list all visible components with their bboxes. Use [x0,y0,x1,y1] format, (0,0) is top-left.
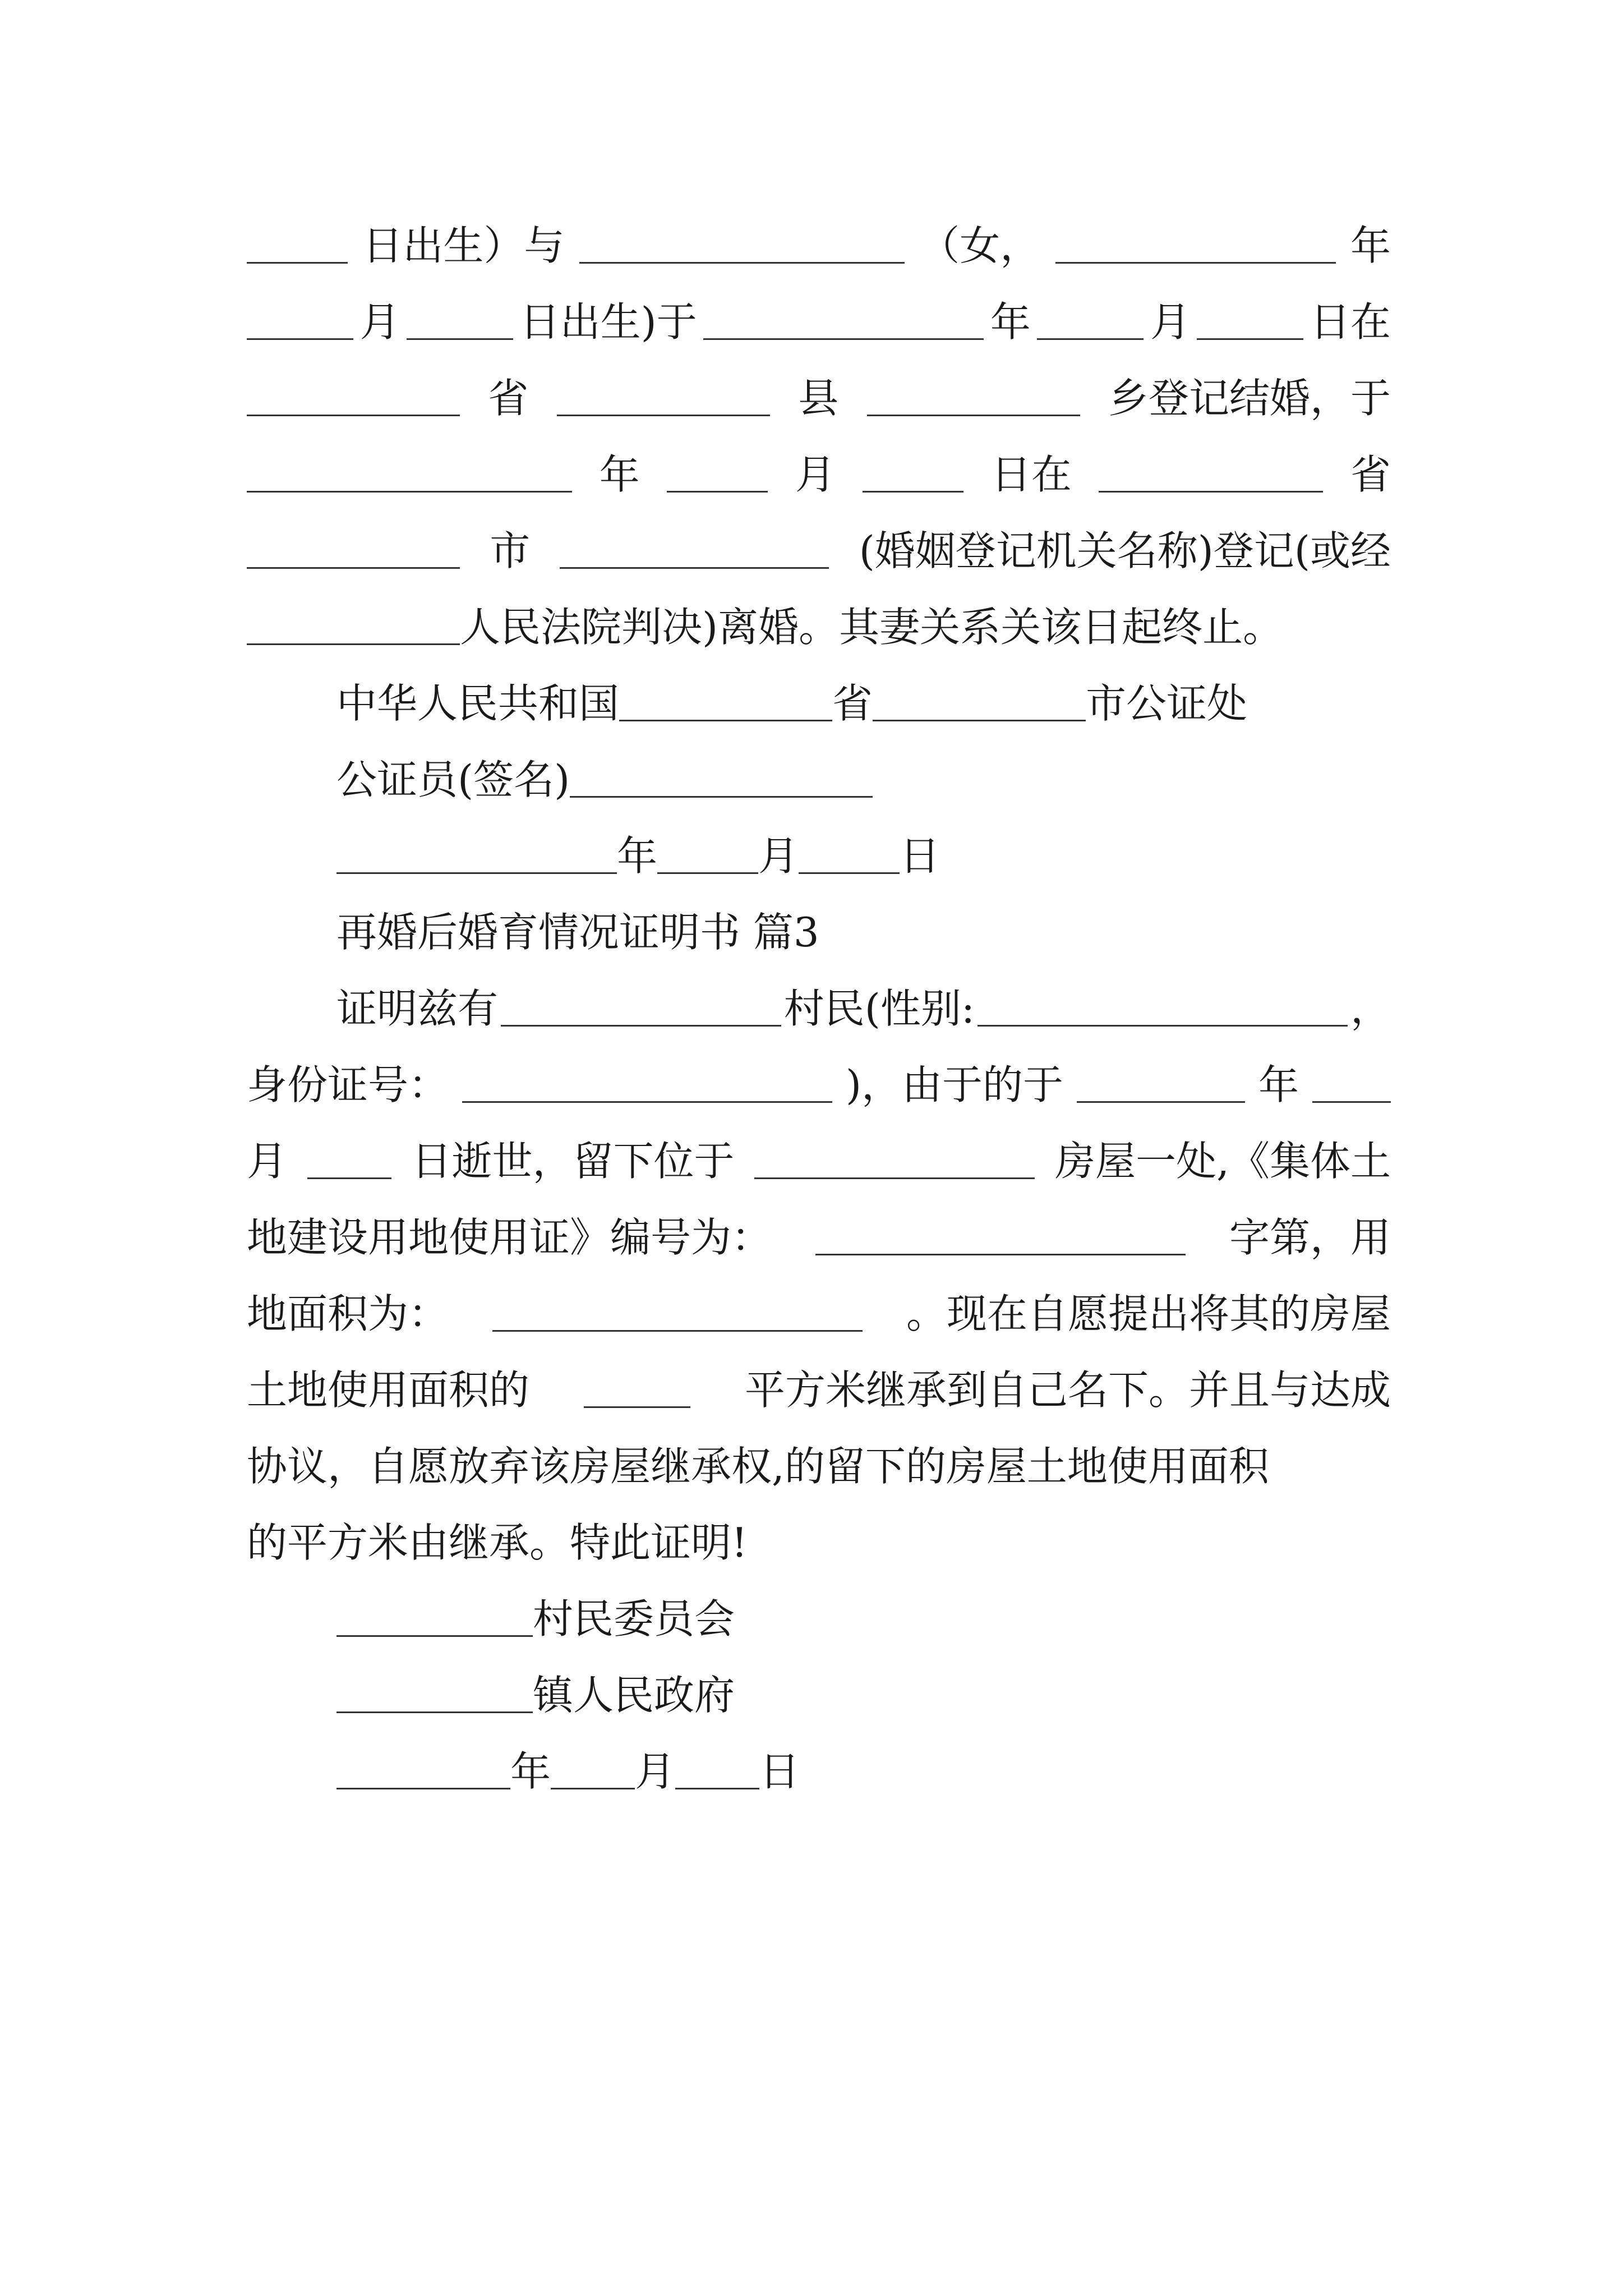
text-segment: 省 [488,375,529,422]
signature-line [336,1657,1391,1733]
text-segment: 公证员(签名) [336,756,570,803]
text-segment: 月 [795,451,836,498]
text-segment: 字第，用 [1229,1214,1391,1261]
blank-field [247,381,460,416]
text-line [247,208,1391,284]
blank-field [657,839,758,874]
date-line [336,1733,1391,1810]
blank-field [551,1754,635,1789]
text-line [247,1504,1391,1581]
text-segment: 再婚后婚育情况证明书 篇3 [336,909,819,956]
blank-field [754,1144,1035,1179]
blank-field [501,991,781,1027]
text-segment: 协议，自愿放弃该房屋继承权,的留下的房屋土地使用面积 [247,1443,1269,1490]
blank-field [815,1220,1186,1255]
blank-field [619,686,832,721]
text-line [247,1199,1391,1276]
text-segment: 人民法院判决)离婚。其妻关系关该日起终止。 [460,604,1284,651]
blank-field [560,533,829,569]
section-heading [336,894,1391,970]
blank-field [247,457,572,493]
text-segment: 年 [1258,1061,1299,1108]
text-segment: 县 [798,375,839,422]
text-line [247,1428,1391,1504]
text-line [247,1047,1391,1123]
blank-field [584,1373,690,1408]
text-segment: 市 [490,527,531,574]
blank-field [247,228,348,264]
text-segment: 日出生）与 [362,222,565,269]
text-segment: 省 [832,680,873,727]
text-line [336,970,1391,1047]
blank-field [307,1144,391,1179]
blank-field [703,305,984,340]
text-segment: 市公证处 [1086,680,1248,727]
text-segment: (婚姻登记机关名称)登记(或经 [859,527,1391,574]
blank-field [1197,305,1303,340]
blank-field [336,1602,533,1637]
blank-field [675,1754,759,1789]
text-line [247,1276,1391,1352]
text-segment: 平方米继承到自己名下。并且与达成 [744,1366,1391,1414]
text-line [336,818,1391,894]
text-line [247,436,1391,513]
text-segment: 村民委员会 [533,1595,735,1642]
text-segment: 年 [990,298,1031,346]
blank-field [462,1068,832,1103]
blank-field [667,457,768,493]
text-segment: )，由于的于 [845,1061,1064,1108]
blank-field [799,839,900,874]
text-line [247,1352,1391,1428]
text-segment: （女， [919,222,1041,269]
text-segment: 日出生)于 [519,298,697,346]
text-segment: 房屋一处,《集体土 [1055,1138,1391,1185]
text-segment: 乡登记结婚，于 [1108,375,1391,422]
text-line [247,360,1391,436]
blank-field [557,381,770,416]
blank-field [1312,1068,1391,1103]
text-line [247,284,1391,360]
text-segment: 日 [900,832,940,880]
text-segment: 日在 [990,451,1072,498]
text-segment: 月 [1150,298,1191,346]
blank-field [978,991,1348,1027]
text-segment: 日 [759,1748,800,1795]
blank-field [570,762,873,798]
text-segment: 中华人民共和国 [336,680,620,727]
text-segment: 日在 [1310,298,1391,346]
text-line [247,513,1391,589]
blank-field [247,305,353,340]
blank-field [863,457,963,493]
text-line [247,1123,1391,1199]
blank-field [492,1296,863,1332]
blank-field [336,1754,510,1789]
blank-field [1099,457,1323,493]
text-segment: 年 [1350,222,1391,269]
text-segment: 月 [758,832,799,880]
blank-field [867,381,1080,416]
text-segment: 。现在自愿提出将其的房屋 [906,1290,1391,1337]
signature-line [336,1581,1391,1657]
text-segment: 地面积为： [247,1290,449,1337]
blank-field [579,228,905,264]
text-line [336,742,1391,818]
text-line [247,589,1391,665]
text-segment: 土地使用面积的 [247,1366,530,1414]
text-segment: 证明兹有 [336,985,499,1032]
text-segment: 镇人民政府 [533,1672,735,1719]
blank-field [336,1678,533,1713]
text-segment: 的平方米由继承。特此证明! [247,1519,748,1566]
blank-field [1037,305,1144,340]
blank-field [336,839,617,874]
text-segment: 地建设用地使用证》编号为： [247,1214,772,1261]
text-segment: 年 [599,451,640,498]
text-segment: 身份证号： [247,1061,449,1108]
text-segment: 月 [247,1138,288,1185]
text-segment: 省 [1350,451,1391,498]
text-segment: 年 [617,832,658,880]
blank-field [1055,228,1336,264]
blank-field [1077,1068,1245,1103]
text-line [336,665,1391,742]
text-segment: 日逝世，留下位于 [411,1138,735,1185]
blank-field [407,305,513,340]
text-segment: 年 [510,1748,551,1795]
text-segment: 月 [359,298,400,346]
text-segment: ， [1350,985,1391,1032]
text-segment: 村民(性别: [783,985,975,1032]
blank-field [247,533,460,569]
blank-field [873,686,1086,721]
text-segment: 月 [635,1748,676,1795]
blank-field [247,610,460,645]
